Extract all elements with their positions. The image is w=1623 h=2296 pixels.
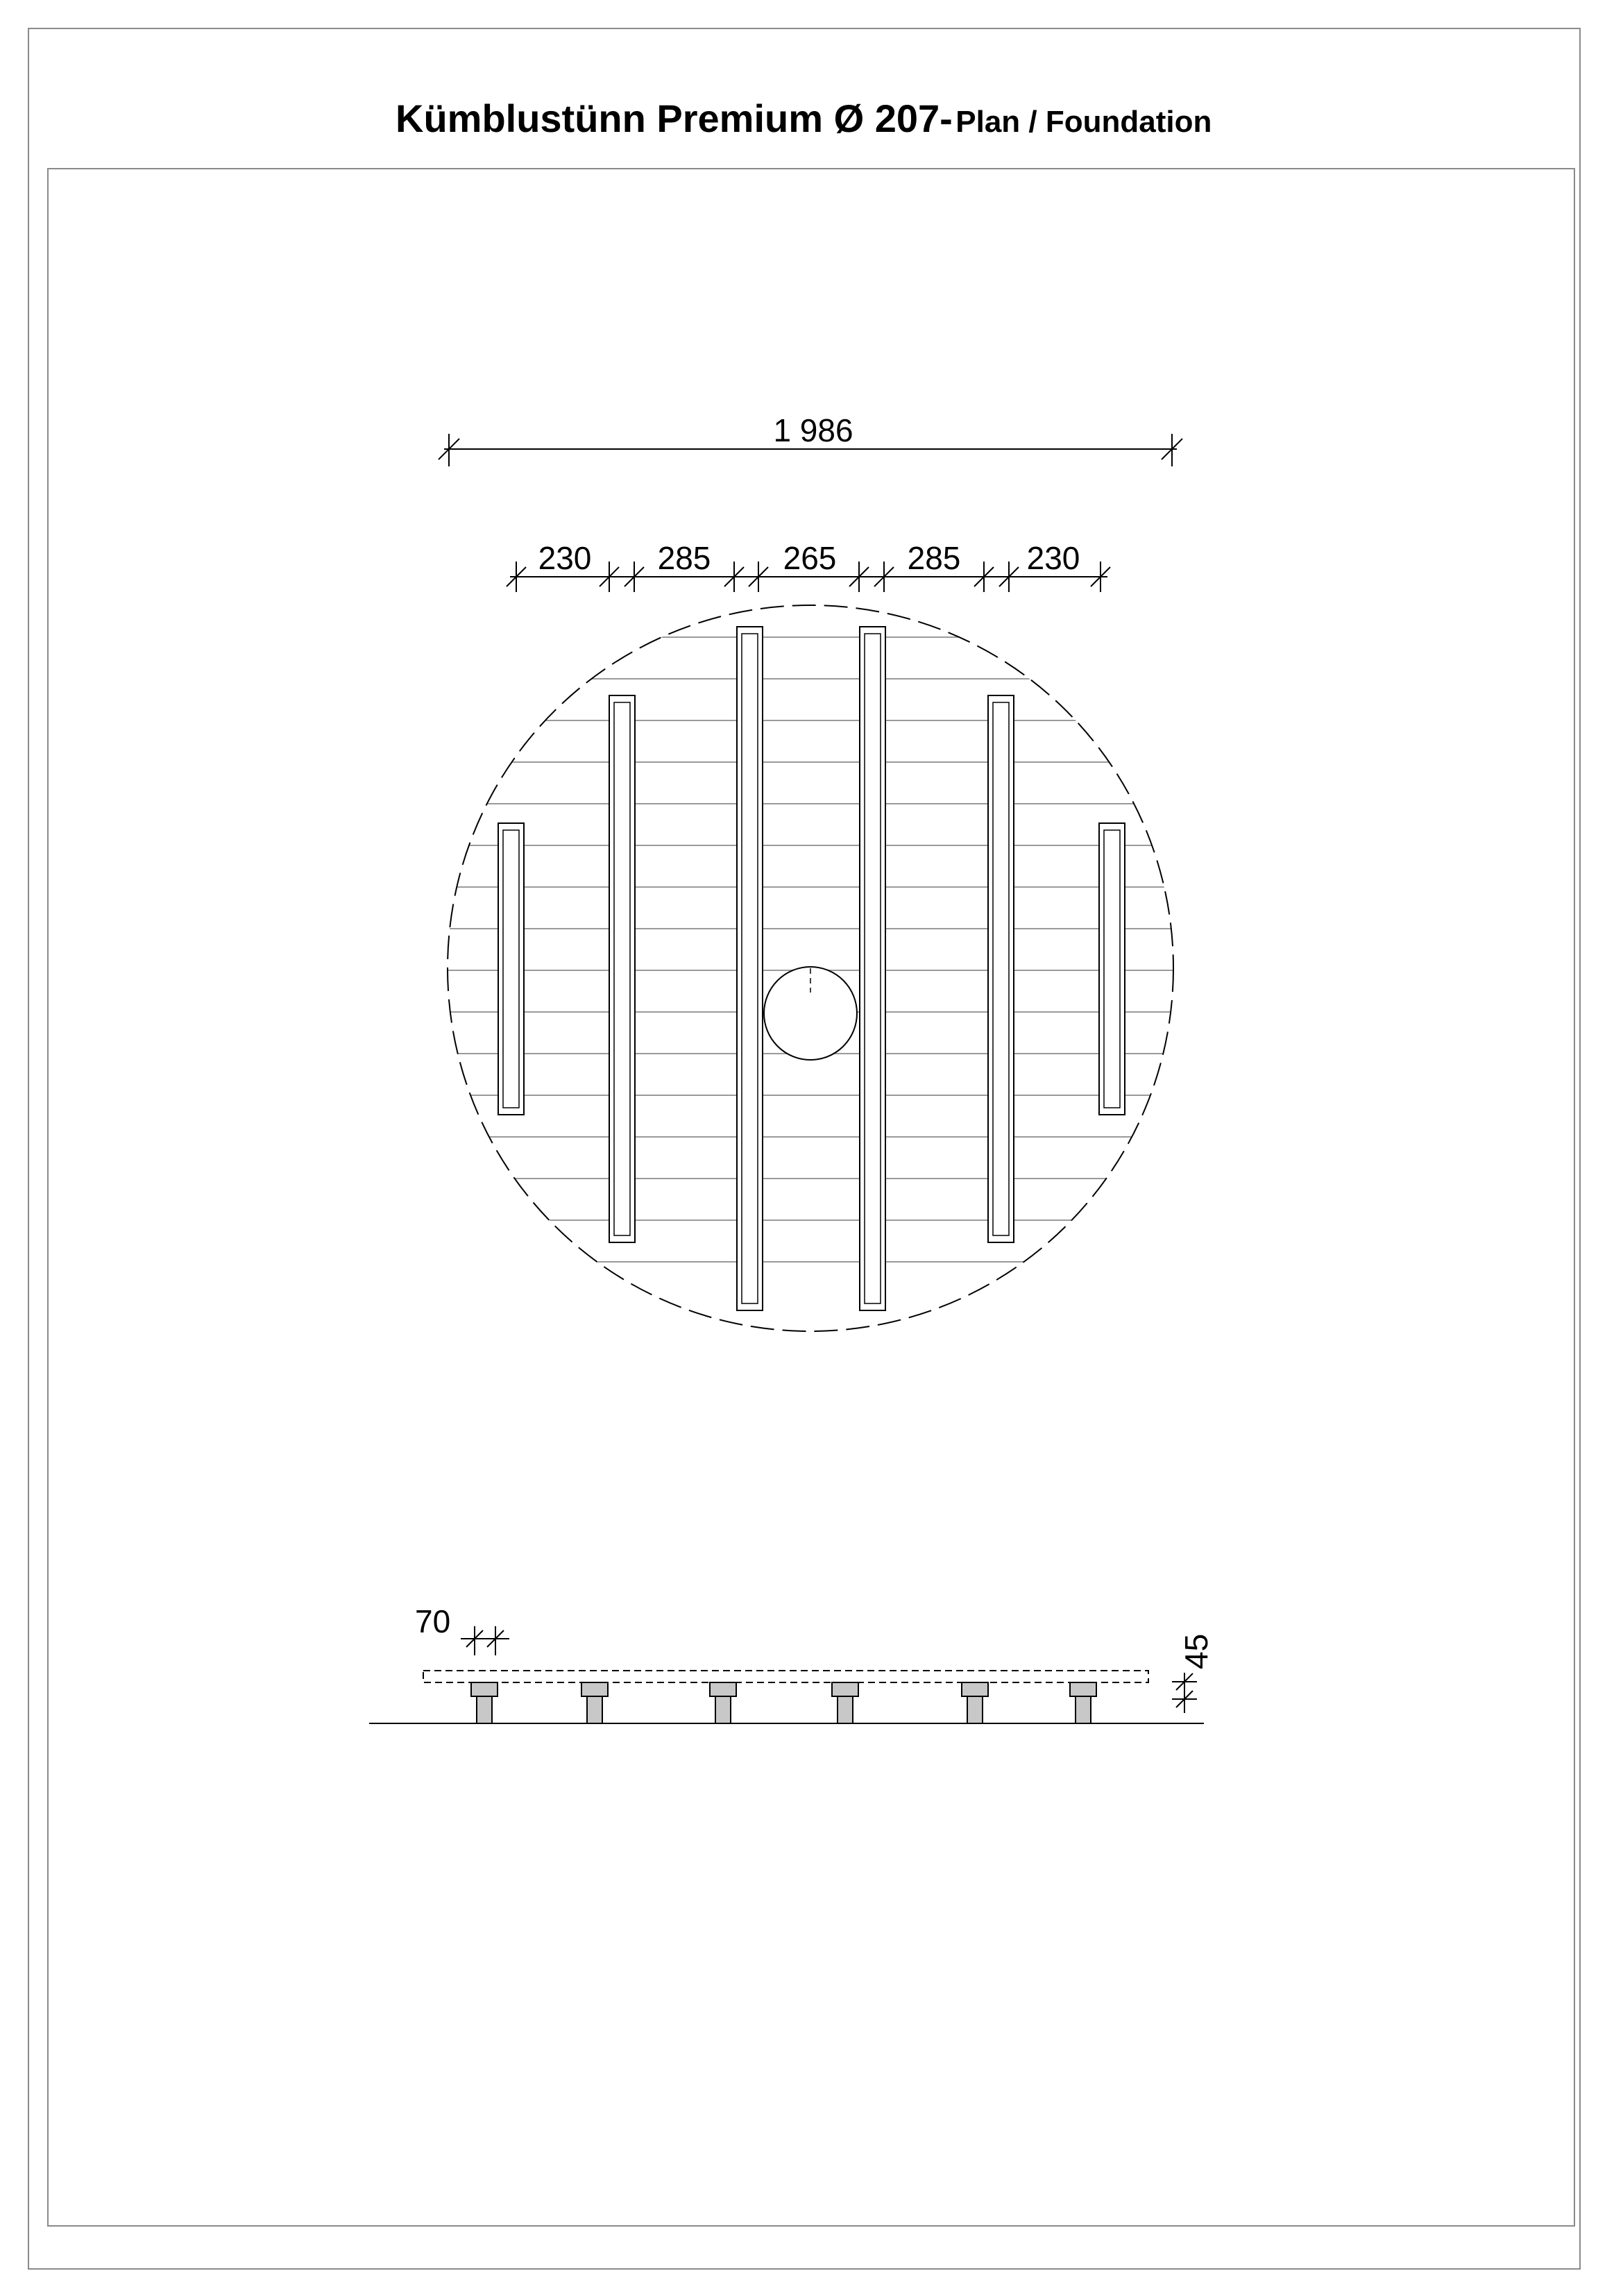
spacing-dimension-label: 230: [1026, 540, 1080, 576]
foundation-beam: [498, 823, 524, 1115]
overall-dimension: [439, 412, 1182, 466]
spacing-dimension-label: 285: [657, 540, 711, 576]
plan-view: [439, 412, 1182, 1331]
title-main: Kümblustünn Premium Ø 207-: [396, 96, 953, 140]
foundation-beam: [737, 627, 763, 1310]
foundation-post: [710, 1682, 736, 1723]
elevation-view: [369, 1603, 1214, 1723]
title-sub: Plan / Foundation: [955, 105, 1212, 139]
spacing-dimension-label: 285: [907, 540, 961, 576]
deck-plank-lines: [444, 637, 1177, 1262]
spacing-dimension-label: 230: [538, 540, 592, 576]
foundation-beam: [1099, 823, 1125, 1115]
foundation-post: [832, 1682, 858, 1723]
overall-dimension-label: 1 986: [773, 412, 853, 448]
foundation-post: [471, 1682, 498, 1723]
foundation-beam: [860, 627, 885, 1310]
foundation-post: [581, 1682, 608, 1723]
foundation-beam: [609, 695, 635, 1242]
post-width-label: 70: [415, 1603, 451, 1639]
foundation-posts: [471, 1682, 1096, 1723]
deck-outline: [423, 1671, 1148, 1682]
spacing-dimension-chain: [507, 540, 1110, 592]
foundation-post: [1070, 1682, 1096, 1723]
foundation-post: [962, 1682, 988, 1723]
spacing-dimension-label: 265: [783, 540, 837, 576]
deck-height-label: 45: [1178, 1633, 1214, 1669]
foundation-beam: [988, 695, 1014, 1242]
deck-height-dimension: [1172, 1634, 1214, 1713]
post-width-dimension: [415, 1603, 509, 1655]
